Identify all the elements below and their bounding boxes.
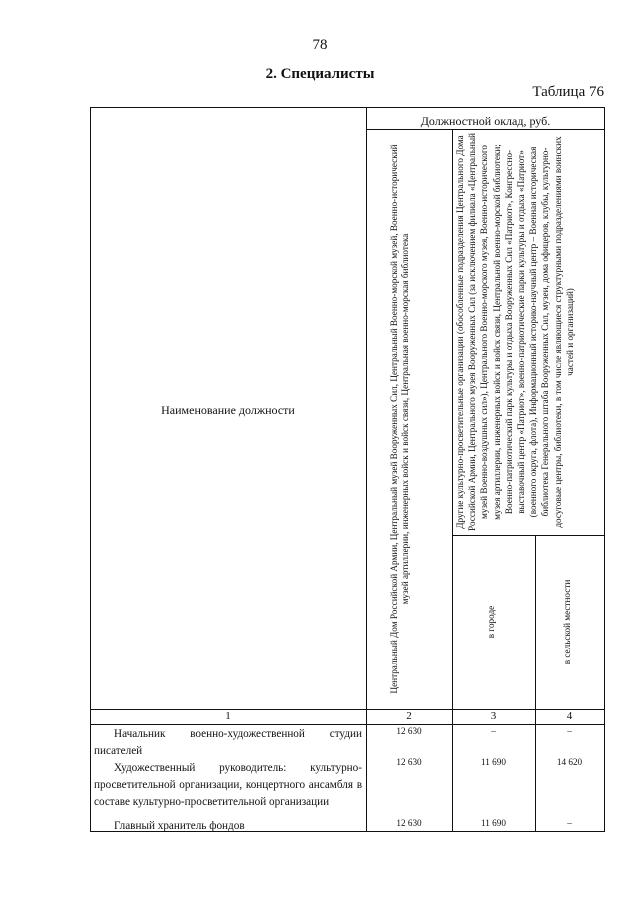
table-row-col2: 12 630 bbox=[396, 757, 422, 767]
column-number-1: 1 bbox=[225, 710, 231, 722]
section-title: 2. Специалисты bbox=[265, 66, 375, 82]
table-row-title: Главный хранитель фондов bbox=[114, 820, 245, 832]
column-number-4: 4 bbox=[566, 710, 573, 722]
col3-header: в городе bbox=[486, 605, 496, 639]
table-label: Таблица 76 bbox=[532, 84, 604, 100]
divider-under-salary-header bbox=[366, 129, 605, 130]
table-row-col2: 12 630 bbox=[396, 818, 422, 828]
table-row-col3: – bbox=[491, 726, 496, 736]
table-row-col4: 14 620 bbox=[556, 757, 583, 767]
salary-header: Должностной оклад, руб. bbox=[420, 114, 551, 128]
col34-header: Другие культурно-просветительные организации (обособленные подразделения Центрального Дома Российской Армии, Центрального музея Вооруженных Сил (за исключением филиала «Центральный музей Военно-воздушных сил»), Центрального Военно-морского музея, Военно-исторического музея артиллерии, инженерных войск и войск связи, Центральной военно-морской библиотеки; Военно-патриотический парк культуры и отдыха Вооруженных Сил «Патриот», Конгрессно-выставочный центр «Патриот», военно-патриотические парки культуры и отдыха «Патриот» (военного округа, флота), Информационный историко-научный центр – Военная историческая библиотека Генерального штаба Вооруженных Сил, музеи, дома офицеров, клубы, культурно-досуговые центры, библиотеки, в том числе являющиеся структурными подразделениями воинских частей и организаций) bbox=[455, 133, 575, 531]
divider-under-col34-header bbox=[452, 535, 605, 536]
col2-header: Центральный Дом Российской Армии, Центральный музей Вооруженных Сил, Центральный Военно-морской музей, Военно-исторический музей артиллерии, инженерных войск и войск связи, Центральная военно-морская библиотека bbox=[389, 144, 410, 694]
column-number-3: 3 bbox=[490, 710, 497, 722]
table-row-col4: – bbox=[567, 726, 572, 736]
divider-col3-col4 bbox=[535, 535, 536, 832]
table-row-col3: 11 690 bbox=[481, 818, 506, 828]
col4-header: в сельской местности bbox=[562, 579, 572, 665]
table-row-title: Начальник военно-художественной студии писателей bbox=[94, 728, 362, 757]
table-border-top bbox=[90, 107, 605, 108]
page-number: 78 bbox=[312, 37, 328, 53]
table-row-col2: 12 630 bbox=[396, 726, 422, 736]
divider-below-colnums bbox=[90, 724, 605, 725]
name-column-header: Наименование должности bbox=[161, 403, 295, 417]
table-row-col4: – bbox=[567, 818, 572, 828]
table-row-col3: 11 690 bbox=[481, 757, 506, 767]
salary-table bbox=[90, 107, 605, 832]
table-row-title: Художественный руководитель: культурно-просветительной организации, концертного ансамбля в составе культурно-просветительной организации bbox=[94, 762, 362, 808]
column-number-2: 2 bbox=[406, 710, 412, 722]
